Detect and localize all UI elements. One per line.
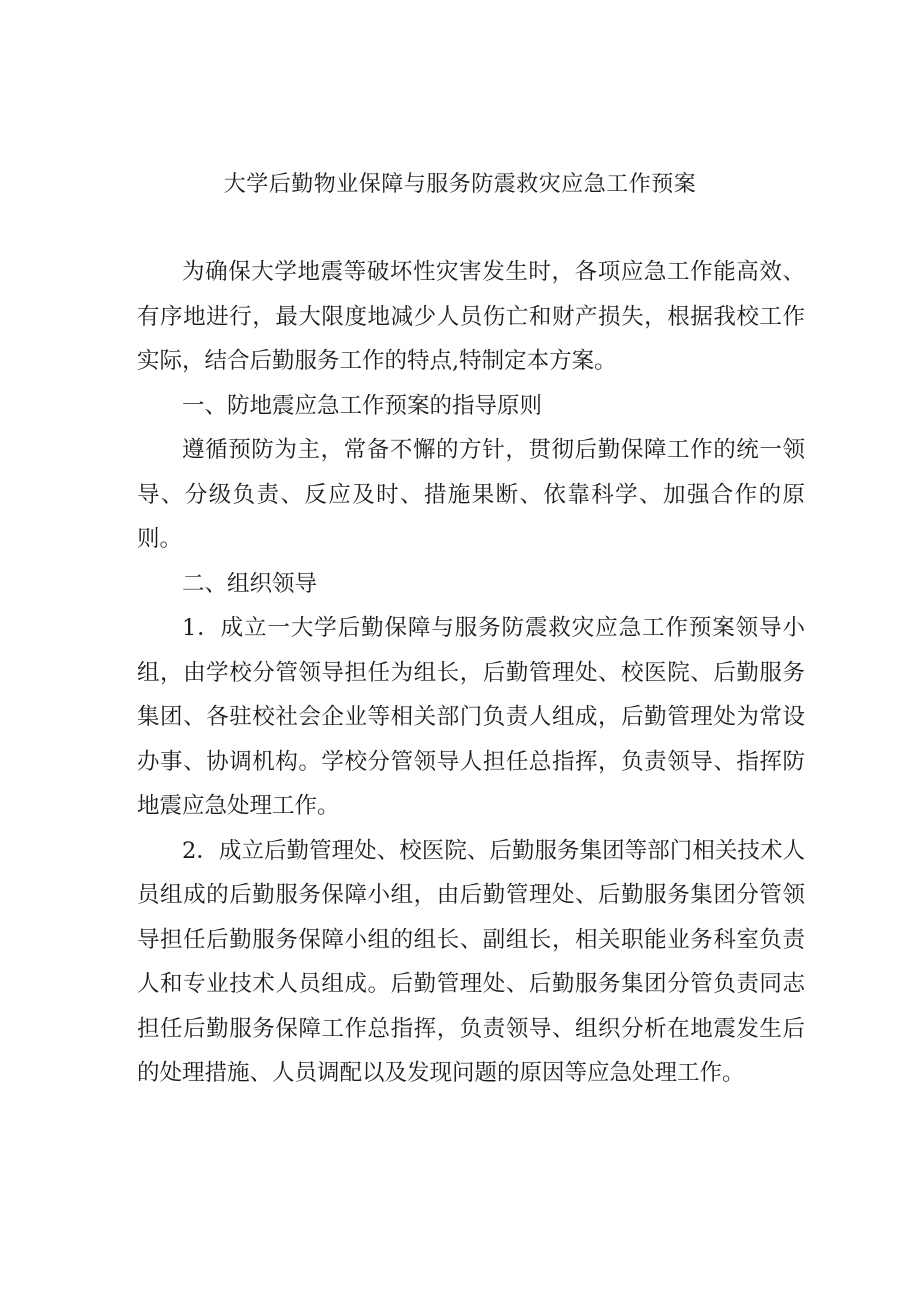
- section-heading-2: 二、组织领导: [182, 570, 318, 597]
- paragraph-item-2: 2．成立后勤管理处、校医院、后勤服务集团等部门相关技术人员组成的后勤服务保障小组，由后勤管理处、后勤服务集团分管领导担任后勤服务保障小组的组长、副组长，相关职能业务科室负责人和专业技术人员组成。后勤管理处、后勤服务集团分管负责同志担任后勤服务保障工作总指挥，负责领导、组织分析在地震发生后的处理措施、人员调配以及发现问题的原因等应急处理工作。: [137, 837, 805, 1086]
- paragraph-intro: 为确保大学地震等破坏性灾害发生时，各项应急工作能高效、有序地进行，最大限度地减少人员伤亡和财产损失，根据我校工作实际，结合后勤服务工作的特点,特制定本方案。: [137, 259, 805, 374]
- document-body: [137, 250, 805, 1096]
- document-title: 大学后勤物业保障与服务防震救灾应急工作预案: [223, 172, 697, 197]
- section-heading-1: 一、防地震应急工作预案的指导原则: [182, 392, 543, 419]
- paragraph-item-1: 1．成立一大学后勤保障与服务防震救灾应急工作预案领导小组，由学校分管领导担任为组长，后勤管理处、校医院、后勤服务集团、各驻校社会企业等相关部门负责人组成，后勤管理处为常设办事、协调机构。学校分管领导人担任总指挥，负责领导、指挥防地震应急处理工作。: [137, 615, 805, 819]
- paragraph-principles: 遵循预防为主，常备不懈的方针，贯彻后勤保障工作的统一领导、分级负责、反应及时、措施果断、依靠科学、加强合作的原则。: [137, 437, 805, 552]
